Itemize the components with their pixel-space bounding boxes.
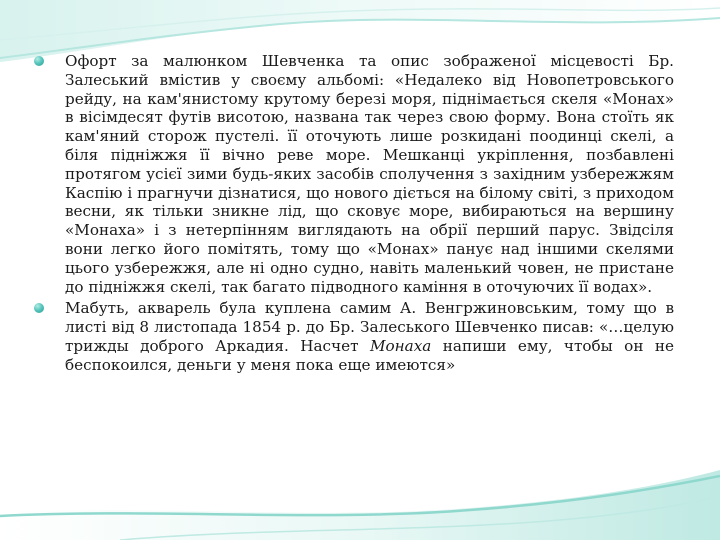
bullet-text-2-start: Мабуть, акварель була куплена самим А. Венгржиновським, тому що в листі від 8 листопада 1854 р. до Бр. Залеського Шевченко писав: «…целую трижды доброго Аркадия. Насчет	[65, 299, 674, 355]
bullet-dot-icon	[34, 56, 44, 66]
slide-body	[34, 52, 674, 375]
bullet-text-2-end: напиши ему, чтобы он не беспокоился, деньги у меня пока еще имеются»	[65, 336, 674, 374]
bullet-text-1: Офорт за малюнком Шевченка та опис зображеної місцевості Бр. Залеський вмістив у своєму альбомі: «Недалеко від Новопетровського рейду, на кам'янистому крутому березі моря, піднімається скеля «Монах» в вісімдесят футів висотою, названа так через свою форму. Вона стоїть як кам'яний сторож пустелі. її оточують лише розкидані поодинці скелі, а біля підніжжя її вічно реве море. Мешканці укріплення, позбавлені протягом усієї зими будь-яких засобів сполучення з західним узбережжям Каспію і прагнучи дізнатися, що нового діється на білому світі, з приходом весни, як тільки зникне лід, що сковує море, вибираються на вершину «Монаха» і з нетерпінням виглядають на обрії перший парус. Звідсіля вони легко його помітять, тому що «Монах» панує над іншими скелями цього узбережжя, але ні одно судно, навіть маленький човен, не пристане до підніжжя скелі, так багато підводного каміння в оточуючих її водах».	[65, 52, 674, 296]
bullet-text-2	[65, 299, 674, 374]
bullet-dot-icon	[34, 303, 44, 313]
bullet-item-2	[34, 299, 674, 374]
bullet-text-2-italic: Монаха	[369, 336, 432, 355]
bullet-item-1	[34, 52, 674, 296]
